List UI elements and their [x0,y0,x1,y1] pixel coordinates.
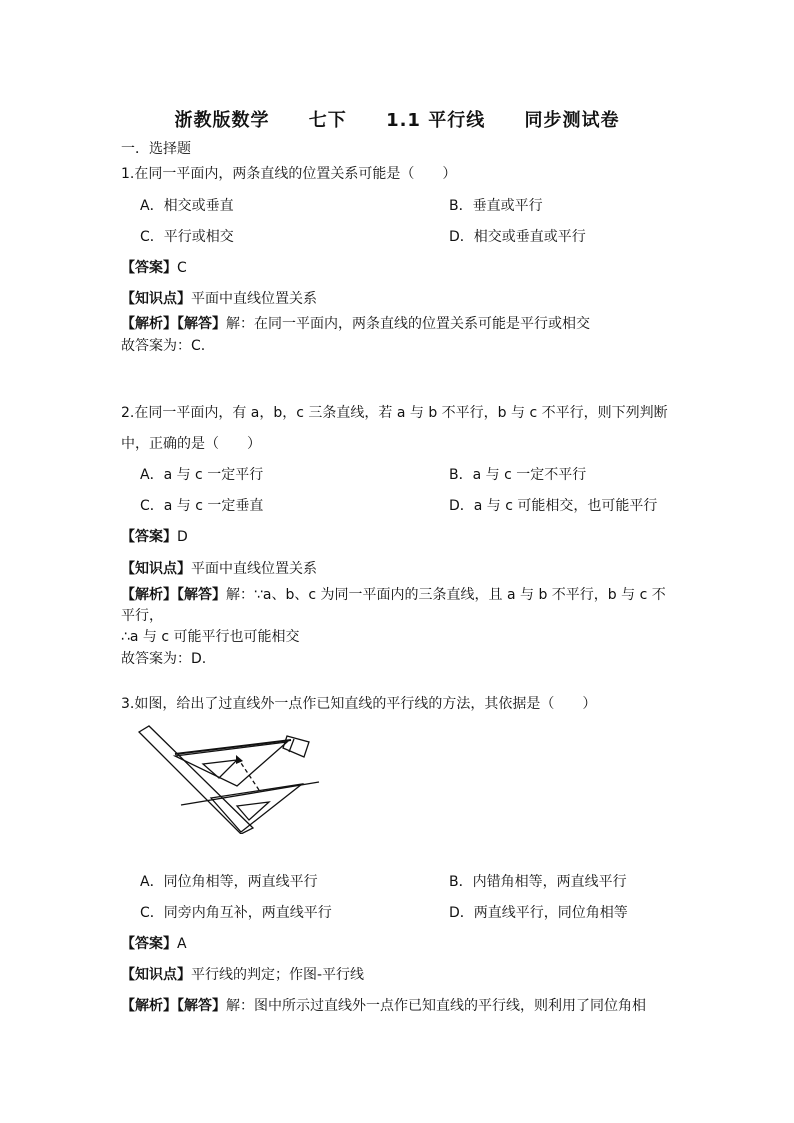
q1-option-a: A．相交或垂直 [140,198,234,214]
q3-analysis-line1: 解：图中所示过直线外一点作已知直线的平行线，则利用了同位角相 [226,998,646,1014]
q3-analysis [121,997,646,1015]
q2-analysis-line4: 故答案为：D. [121,651,207,667]
q1-option-c: C．平行或相交 [140,229,234,245]
q1-kp-value: 平面中直线位置关系 [191,291,317,307]
title-subject: 浙教版数学 [174,110,270,131]
title-grade: 七下 [308,110,347,131]
q2-option-b: B．a 与 c 一定不平行 [449,467,587,483]
q3-kp-value: 平行线的判定；作图-平行线 [191,967,365,983]
q2-answer-value: D [177,529,188,545]
q2-answer [121,528,188,546]
drawn-parallel-line [175,740,291,754]
given-line [181,782,319,805]
q3-option-d: D．两直线平行，同位角相等 [449,905,628,921]
q1-analysis-label: 【解析】【解答】 [121,316,226,332]
q2-option-c: C．a 与 c 一定垂直 [140,498,264,514]
q1-answer-value: C [177,260,187,276]
section-heading: 一．选择题 [121,141,191,157]
q2-analysis [121,586,666,604]
upper-set-square [175,742,287,786]
q1-option-d: D．相交或垂直或平行 [449,229,586,245]
q3-option-b: B．内错角相等，两直线平行 [449,874,627,890]
page-title [0,106,794,132]
q3-kp-label: 【知识点】 [121,967,191,983]
q1-answer-label: 【答案】 [121,260,177,276]
q1-kp-label: 【知识点】 [121,291,191,307]
q2-option-d: D．a 与 c 可能相交，也可能平行 [449,498,658,514]
q2-analysis-label: 【解析】【解答】 [121,587,226,603]
q2-kp-label: 【知识点】 [121,561,191,577]
q3-knowledge-point [121,966,364,984]
q2-stem-line1: 2.在同一平面内，有 a，b，c 三条直线，若 a 与 b 不平行，b 与 c 不平行，则下列判断 [121,405,668,421]
upper-set-square-hole [203,760,237,778]
q1-analysis-line2: 故答案为：C. [121,338,206,354]
q3-option-a: A．同位角相等，两直线平行 [140,874,318,890]
q3-option-c: C．同旁内角互补，两直线平行 [140,905,332,921]
q1-stem: 1.在同一平面内，两条直线的位置关系可能是（ ） [121,166,457,182]
title-type: 同步测试卷 [524,110,620,131]
q2-option-a: A．a 与 c 一定平行 [140,467,264,483]
q1-knowledge-point [121,290,317,308]
q2-analysis-line2: 平行， [121,608,163,624]
q3-answer-value: A [177,936,187,952]
q2-knowledge-point [121,560,317,578]
q2-stem-line2: 中，正确的是（ ） [121,436,261,452]
title-lesson: 1.1 平行线 [386,110,486,131]
q1-answer [121,259,187,277]
q1-analysis [121,315,590,333]
q3-stem: 3.如图，给出了过直线外一点作已知直线的平行线的方法，其依据是（ ） [121,696,597,712]
q3-analysis-label: 【解析】【解答】 [121,998,226,1014]
ruler-outline [139,726,253,834]
q2-answer-label: 【答案】 [121,529,177,545]
q1-option-b: B．垂直或平行 [449,198,543,214]
slide-arrowhead [236,755,243,764]
q1-analysis-line1: 解：在同一平面内，两条直线的位置关系可能是平行或相交 [226,316,590,332]
set-square-figure [137,724,327,834]
pencil [283,736,309,757]
q3-answer [121,935,187,953]
lower-set-square [211,784,302,832]
q2-analysis-line3: ∴a 与 c 可能平行也可能相交 [121,629,300,645]
q2-analysis-line1: 解：∵a、b、c 为同一平面内的三条直线，且 a 与 b 不平行，b 与 c 不 [226,587,666,603]
q2-kp-value: 平面中直线位置关系 [191,561,317,577]
q3-answer-label: 【答案】 [121,936,177,952]
